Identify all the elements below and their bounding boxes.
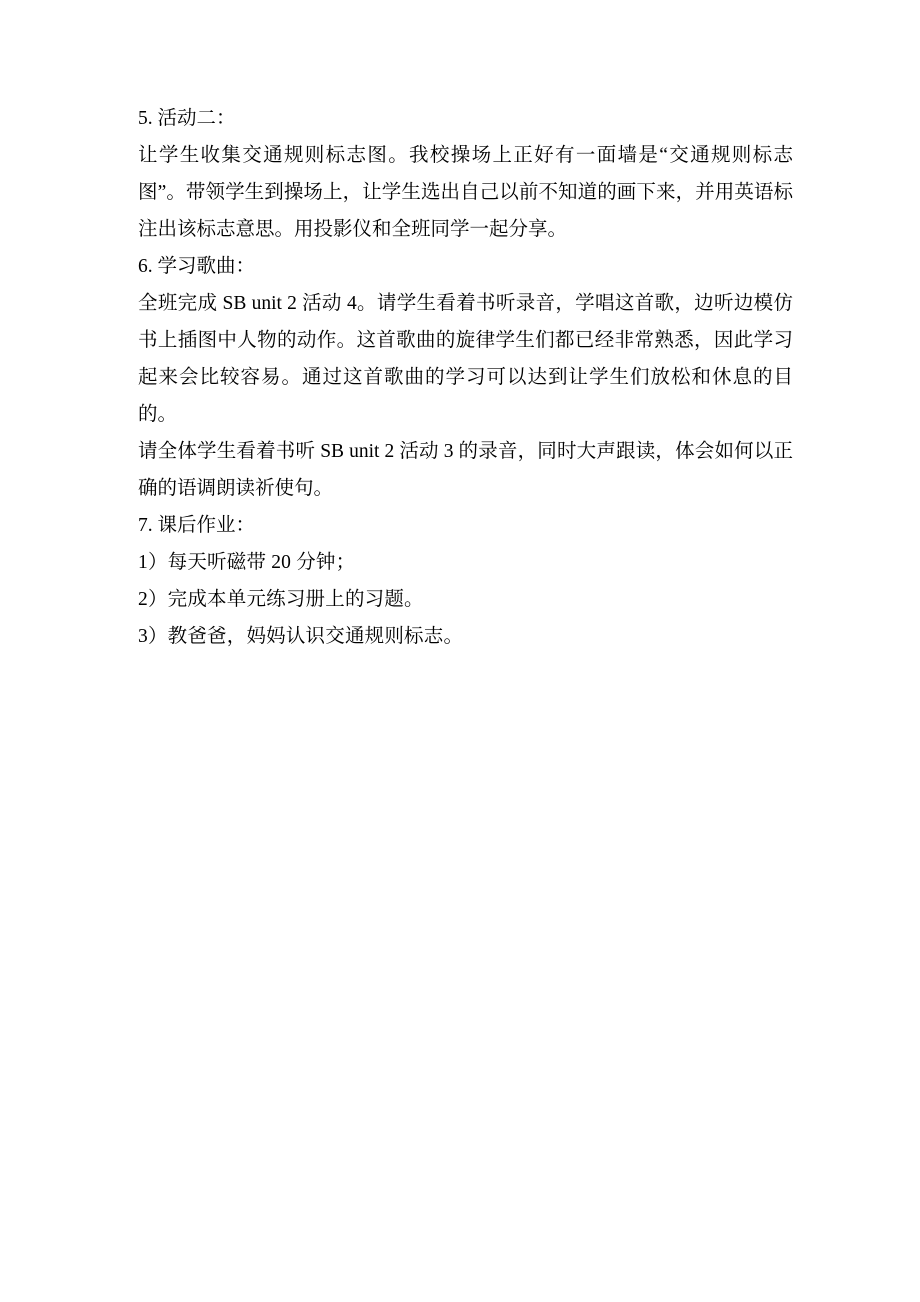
document-body bbox=[138, 100, 793, 655]
homework-item-1: 1）每天听磁带 20 分钟； bbox=[138, 552, 356, 573]
list-item-5-heading: 5. 活动二： bbox=[138, 108, 236, 129]
list-item-7-heading: 7. 课后作业： bbox=[138, 515, 256, 536]
paragraph-activity-two: 让学生收集交通规则标志图。我校操场上正好有一面墙是“交通规则标志图”。带领学生到操场上，让学生选出自己以前不知道的画下来，并用英语标注出该标志意思。用投影仪和全班同学一起分享。 bbox=[138, 145, 793, 240]
homework-item-2: 2）完成本单元练习册上的习题。 bbox=[138, 589, 424, 610]
paragraph-song-learning: 全班完成 SB unit 2 活动 4。请学生看着书听录音，学唱这首歌，边听边模仿书上插图中人物的动作。这首歌曲的旋律学生们都已经非常熟悉，因此学习起来会比较容易。通过这首歌曲的学习可以达到让学生们放松和休息的目的。 bbox=[138, 293, 793, 425]
paragraph-listening-activity: 请全体学生看着书听 SB unit 2 活动 3 的录音，同时大声跟读，体会如何以正确的语调朗读祈使句。 bbox=[138, 441, 793, 499]
homework-item-3: 3）教爸爸，妈妈认识交通规则标志。 bbox=[138, 626, 464, 647]
list-item-6-heading: 6. 学习歌曲： bbox=[138, 256, 256, 277]
